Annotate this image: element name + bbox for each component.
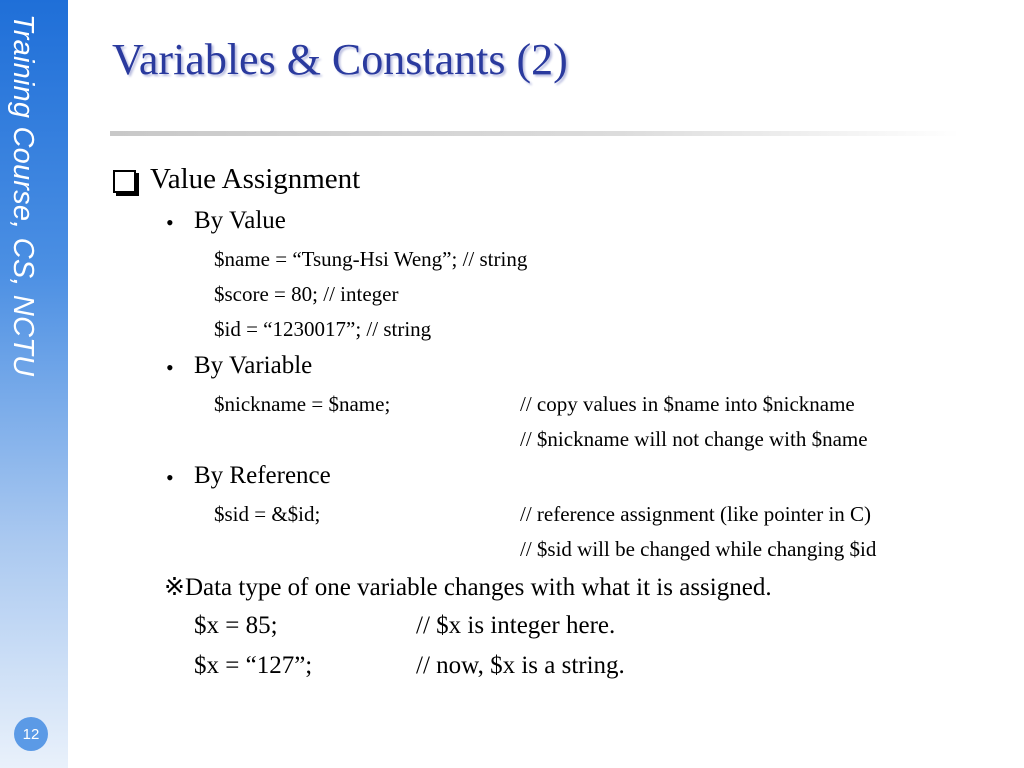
- code-comment: // reference assignment (like pointer in C): [520, 502, 872, 526]
- note-text: ※Data type of one variable changes with what it is assigned.: [164, 574, 772, 601]
- code-line: $name = “Tsung-Hsi Weng”; // string: [214, 247, 528, 271]
- code-comment: // copy values in $name into $nickname: [520, 392, 855, 416]
- checkbox-bullet-icon: [113, 170, 136, 193]
- bullet-icon: •: [166, 465, 174, 490]
- sidebar-banner: [0, 0, 68, 768]
- code-line: $score = 80; // integer: [214, 282, 399, 306]
- bullet-icon: •: [166, 355, 174, 380]
- example-code: $x = “127”;: [194, 652, 313, 679]
- code-comment: // $sid will be changed while changing $id: [520, 537, 877, 561]
- group-heading-by-reference: By Reference: [194, 462, 331, 489]
- example-code: $x = 85;: [194, 612, 278, 639]
- code-comment: // $nickname will not change with $name: [520, 427, 868, 451]
- slide-title: Variables & Constants (2): [112, 35, 568, 84]
- page-number-badge: 12: [14, 717, 48, 751]
- sidebar-course-label: Training Course, CS, NCTU: [7, 14, 39, 377]
- example-comment: // $x is integer here.: [416, 612, 616, 639]
- example-comment: // now, $x is a string.: [416, 652, 625, 679]
- section-heading: Value Assignment: [150, 163, 361, 195]
- group-heading-by-variable: By Variable: [194, 352, 313, 379]
- code-line: $sid = &$id;: [214, 502, 321, 526]
- code-line: $nickname = $name;: [214, 392, 391, 416]
- group-heading-by-value: By Value: [194, 207, 286, 234]
- code-line: $id = “1230017”; // string: [214, 317, 432, 341]
- title-divider: [110, 131, 960, 136]
- bullet-icon: •: [166, 210, 174, 235]
